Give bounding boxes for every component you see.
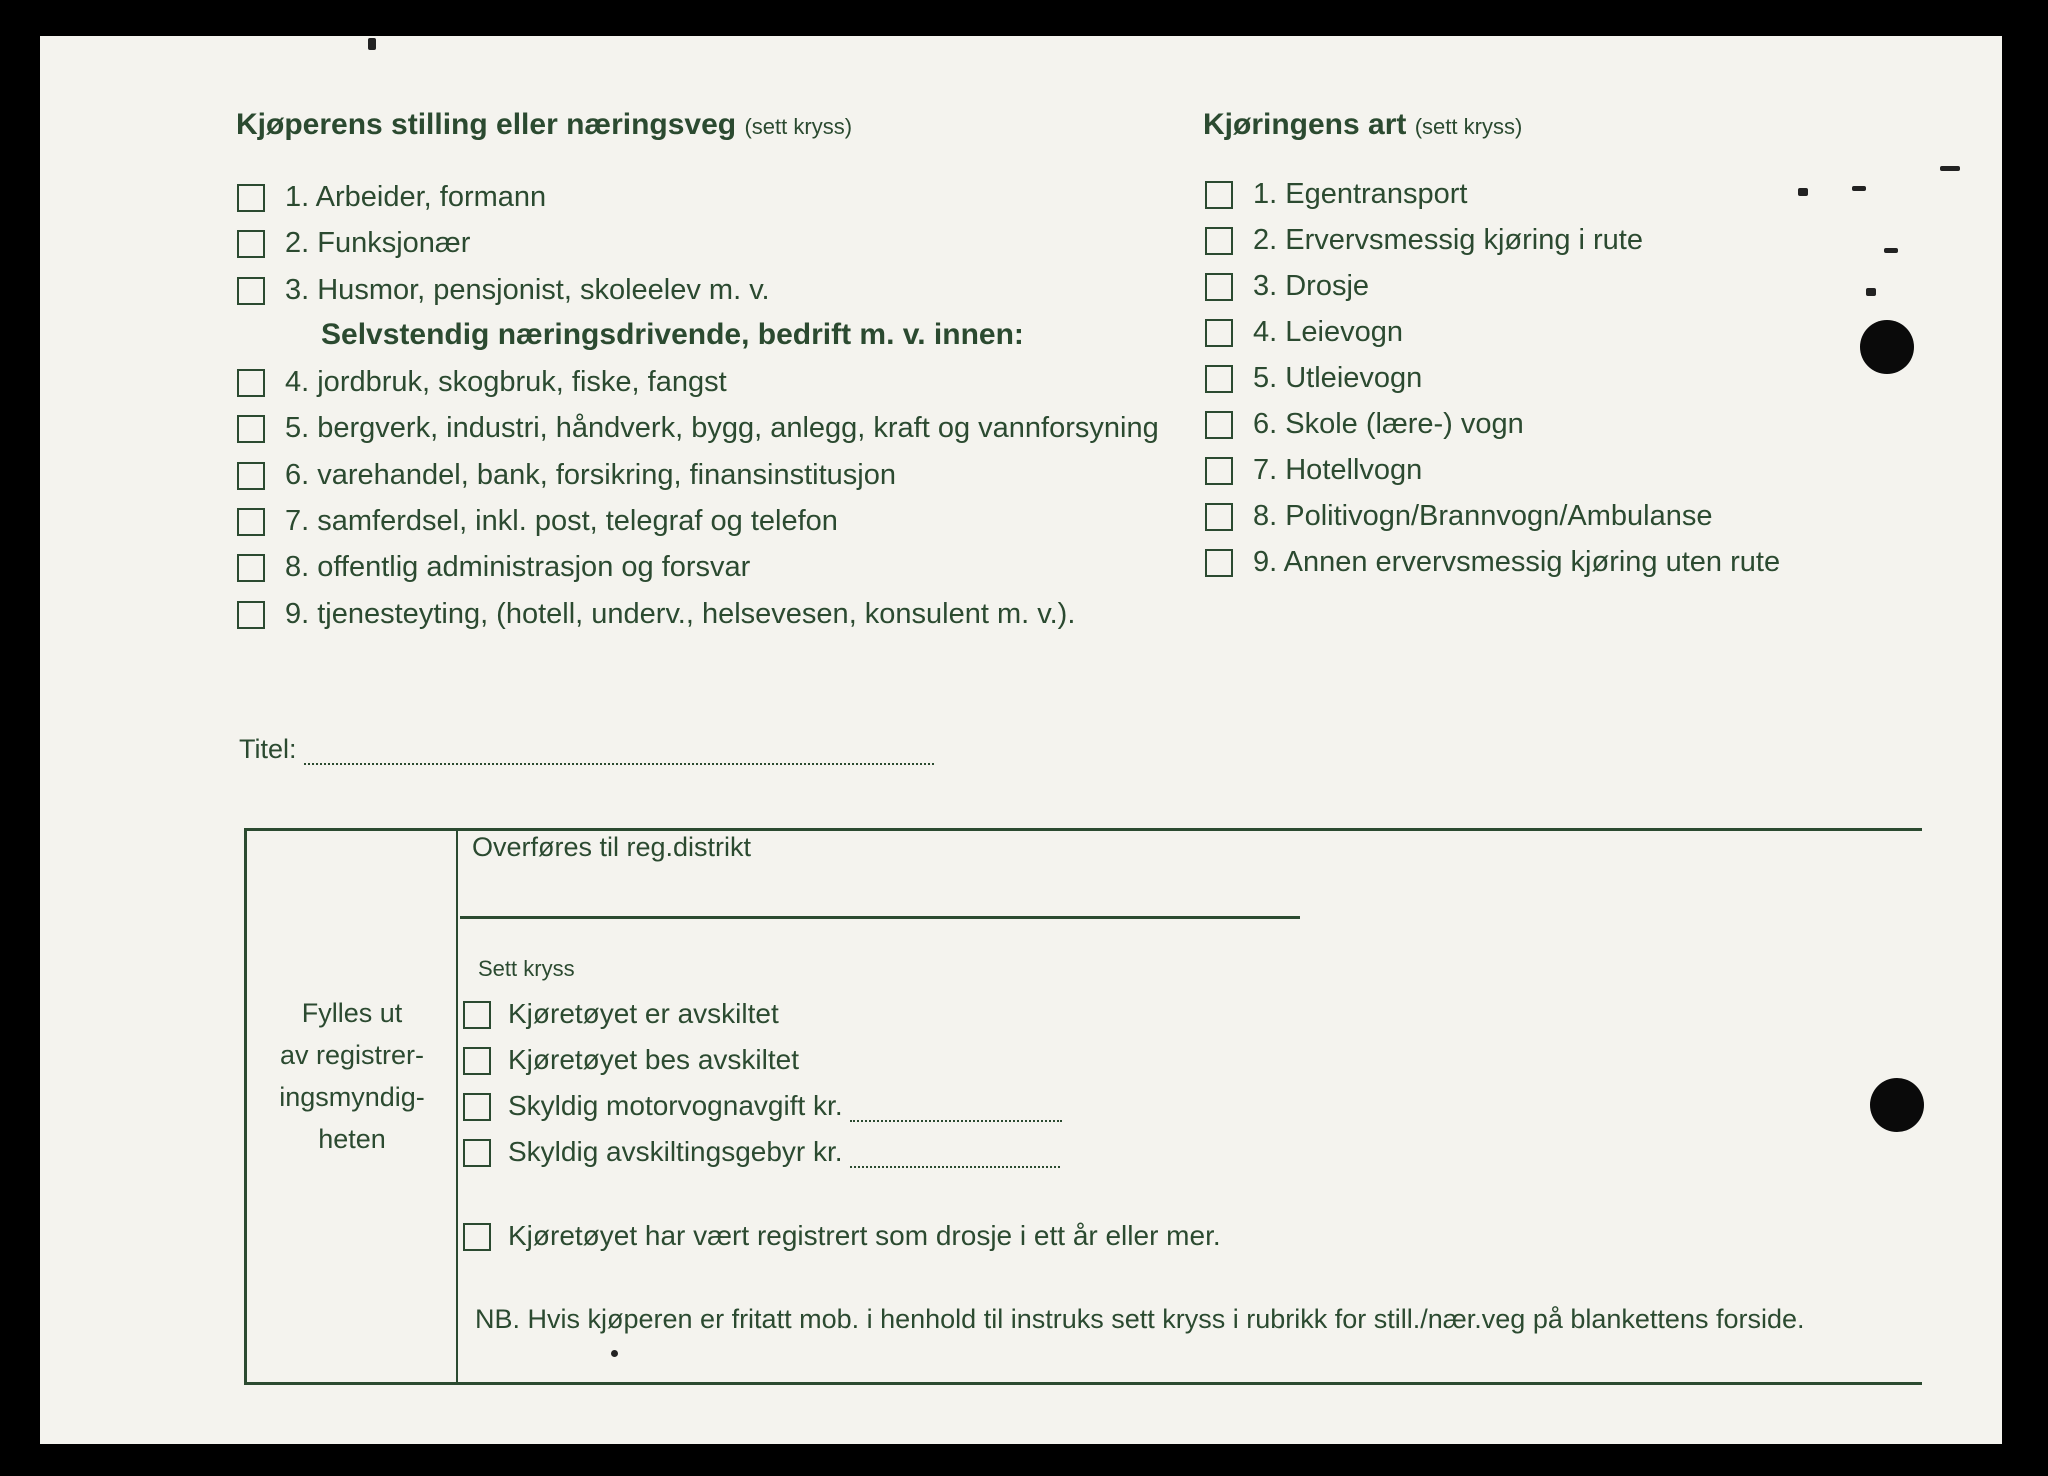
driving-label-3: 3. Drosje	[1253, 270, 1370, 302]
occupation-checkbox-6[interactable]	[237, 462, 265, 490]
box-bottom-border	[244, 1382, 1922, 1385]
reg-label-1: Kjøretøyet er avskiltet	[508, 998, 779, 1029]
speck	[1884, 248, 1898, 253]
plate-fee-amount-line[interactable]	[850, 1144, 1060, 1168]
side-label-line-2: av registrer-	[279, 1040, 425, 1070]
right-section-title	[1203, 108, 1522, 142]
speck	[1940, 166, 1960, 171]
driving-checkbox-3[interactable]	[1205, 273, 1233, 301]
driving-label-2: 2. Ervervsmessig kjøring i rute	[1253, 224, 1643, 256]
driving-label-5: 5. Utleievogn	[1253, 362, 1423, 394]
driving-checkbox-2[interactable]	[1205, 227, 1233, 255]
reg-checkbox-2[interactable]	[463, 1047, 491, 1075]
reg-row-3	[508, 1090, 1062, 1122]
occupation-label-2: 2. Funksjonær	[285, 227, 471, 259]
occupation-checkbox-8[interactable]	[237, 554, 265, 582]
occupation-label-6: 6. varehandel, bank, forsikring, finansinstitusjon	[285, 459, 896, 491]
box-left-border	[244, 828, 247, 1385]
occupation-checkbox-1[interactable]	[237, 184, 265, 212]
reg-label-2: Kjøretøyet bes avskiltet	[508, 1044, 799, 1075]
driving-checkbox-8[interactable]	[1205, 503, 1233, 531]
occupation-label-5: 5. bergverk, industri, håndverk, bygg, anlegg, kraft og vannforsyning	[285, 412, 1159, 444]
transfer-label: Overføres til reg.distrikt	[472, 832, 752, 862]
title-input-line[interactable]	[304, 743, 934, 765]
occupation-checkbox-5[interactable]	[237, 415, 265, 443]
occupation-checkbox-7[interactable]	[237, 508, 265, 536]
occupation-label-4: 4. jordbruk, skogbruk, fiske, fangst	[285, 366, 727, 398]
driving-label-4: 4. Leievogn	[1253, 316, 1403, 348]
occupation-label-9: 9. tjenesteyting, (hotell, underv., helsevesen, konsulent m. v.).	[285, 598, 1076, 630]
driving-checkbox-4[interactable]	[1205, 319, 1233, 347]
speck	[1798, 188, 1808, 196]
side-label-line-4: heten	[318, 1124, 386, 1154]
check-hint: Sett kryss	[478, 956, 575, 981]
driving-label-6: 6. Skole (lære-) vogn	[1253, 408, 1524, 440]
reg-row-4	[508, 1136, 1060, 1168]
side-label-line-1: Fylles ut	[301, 998, 403, 1028]
occupation-label-1: 1. Arbeider, formann	[285, 181, 547, 213]
title-label: Titel:	[239, 734, 297, 764]
reg-label-3: Skyldig motorvognavgift kr.	[508, 1090, 843, 1121]
occupation-label-7: 7. samferdsel, inkl. post, telegraf og telefon	[285, 505, 838, 537]
footnote: NB. Hvis kjøperen er fritatt mob. i henhold til instruks sett kryss i rubrikk for still./nær.veg på blankettens forside.	[475, 1304, 1805, 1334]
motor-tax-amount-line[interactable]	[850, 1098, 1062, 1122]
transfer-input-line[interactable]	[460, 916, 1300, 919]
occupation-checkbox-3[interactable]	[237, 277, 265, 305]
box-top-border	[244, 828, 1922, 831]
speck	[611, 1350, 618, 1357]
occupation-checkbox-9[interactable]	[237, 601, 265, 629]
driving-checkbox-9[interactable]	[1205, 549, 1233, 577]
taxi-label: Kjøretøyet har vært registrert som drosje i ett år eller mer.	[508, 1220, 1221, 1251]
title-field	[239, 734, 934, 765]
occupation-label-8: 8. offentlig administrasjon og forsvar	[285, 551, 751, 583]
left-title-hint: (sett kryss)	[744, 114, 853, 139]
right-title-text: Kjøringens art	[1203, 108, 1407, 141]
driving-label-9: 9. Annen ervervsmessig kjøring uten rute	[1253, 546, 1781, 578]
box-divider	[456, 828, 458, 1385]
speck	[368, 38, 376, 50]
driving-checkbox-1[interactable]	[1205, 181, 1233, 209]
driving-checkbox-7[interactable]	[1205, 457, 1233, 485]
self-employed-subheading: Selvstendig næringsdrivende, bedrift m. v. innen:	[321, 318, 1024, 351]
driving-checkbox-6[interactable]	[1205, 411, 1233, 439]
driving-label-8: 8. Politivogn/Brannvogn/Ambulanse	[1253, 500, 1713, 532]
driving-label-1: 1. Egentransport	[1253, 178, 1468, 210]
occupation-checkbox-4[interactable]	[237, 369, 265, 397]
registration-side-label	[250, 992, 454, 1160]
right-title-hint: (sett kryss)	[1414, 114, 1523, 139]
left-title-text: Kjøperens stilling eller næringsveg	[236, 108, 737, 141]
punch-hole-bottom	[1870, 1078, 1924, 1132]
punch-hole-top	[1860, 320, 1914, 374]
speck	[1852, 186, 1866, 191]
side-label-line-3: ingsmyndig-	[279, 1082, 425, 1112]
occupation-label-3: 3. Husmor, pensjonist, skoleelev m. v.	[285, 274, 770, 306]
reg-label-4: Skyldig avskiltingsgebyr kr.	[508, 1136, 843, 1167]
occupation-checkbox-2[interactable]	[237, 230, 265, 258]
reg-checkbox-1[interactable]	[463, 1001, 491, 1029]
taxi-checkbox[interactable]	[463, 1223, 491, 1251]
reg-checkbox-4[interactable]	[463, 1139, 491, 1167]
speck	[1866, 288, 1876, 296]
left-section-title	[236, 108, 852, 142]
reg-checkbox-3[interactable]	[463, 1093, 491, 1121]
driving-checkbox-5[interactable]	[1205, 365, 1233, 393]
driving-label-7: 7. Hotellvogn	[1253, 454, 1423, 486]
